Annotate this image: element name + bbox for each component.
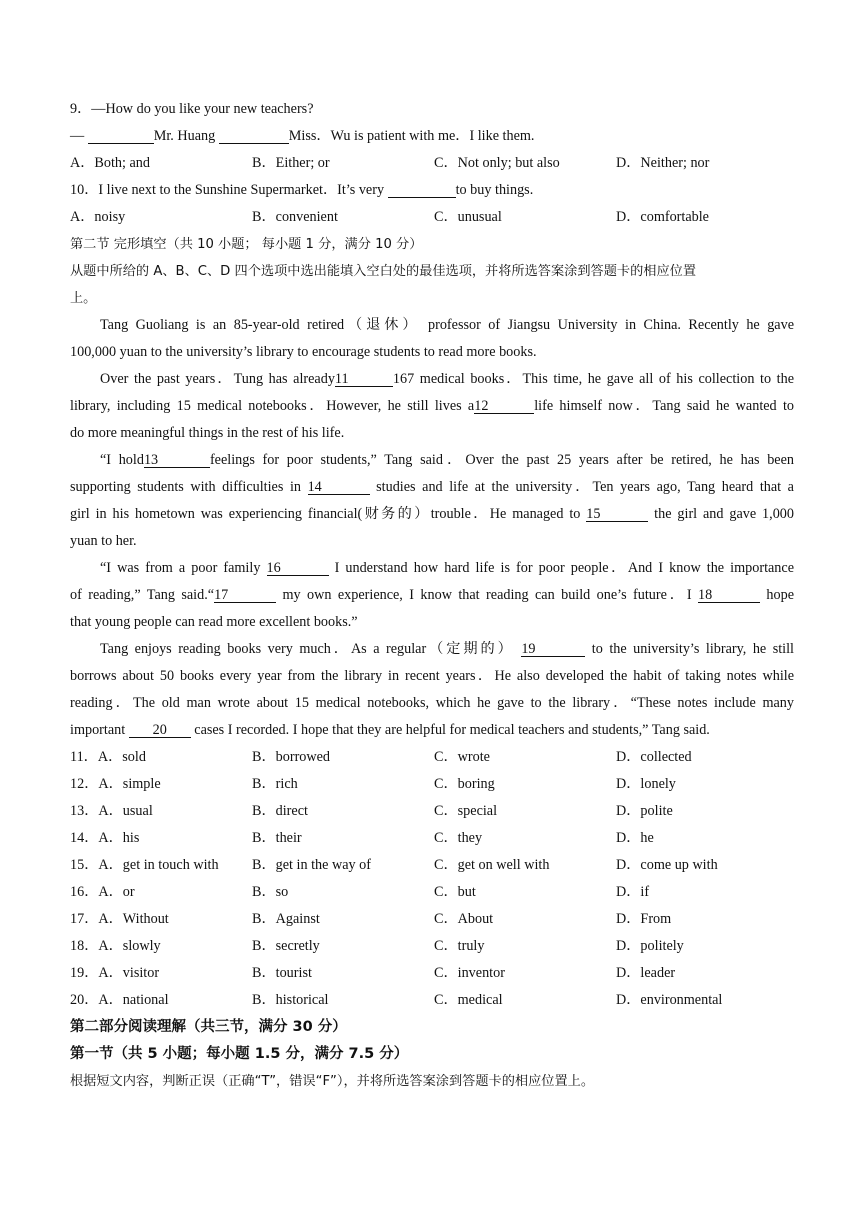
option-b: B．get in the way of [252, 857, 371, 873]
option-d: D．Neither; nor [616, 155, 710, 171]
choice-row [70, 798, 794, 825]
exam-page [70, 96, 794, 1095]
blank-18: 18 [698, 588, 760, 603]
option-d: D．leader [616, 965, 676, 981]
option-a: 11．A．sold [70, 749, 146, 765]
option-d: D．collected [616, 749, 692, 765]
section-instruction: 从题中所给的 A、B、C、D 四个选项中选出能填入空白处的最佳选项，并将所选答案涂到答题卡的相应位置 [70, 264, 697, 279]
option-c: C．truly [434, 938, 485, 954]
blank [388, 183, 456, 198]
option-c: C．About [434, 911, 494, 927]
choice-row [70, 906, 794, 933]
option-a: 13．A．usual [70, 803, 153, 819]
blank-11: 11 [335, 372, 393, 387]
option-a: 12．A．simple [70, 776, 161, 792]
passage-line: borrows about 50 books every year from the library in recent years．He also developed the habit of taking notes while [70, 668, 794, 684]
blank-13: 13 [144, 453, 210, 468]
choice-row [70, 960, 794, 987]
passage-line: library, including 15 medical notebooks．However, he still lives a12 life himself now．Tang said he wanted to [70, 398, 794, 414]
option-d: D．comfortable [616, 209, 709, 225]
passage-line: Over the past years．Tung has already11 167 medical books．This time, he gave all of his collection to the [100, 371, 794, 387]
blank [219, 129, 289, 144]
option-b: B．so [252, 884, 289, 900]
option-c: C．unusual [434, 209, 502, 225]
option-c: C．Not only; but also [434, 155, 560, 171]
blank-15: 15 [586, 507, 648, 522]
passage-line: Tang enjoys reading books very much．As a regular（定期的） 19 to the university’s library, he still [100, 641, 794, 657]
option-d: D．he [616, 830, 654, 846]
option-d: D．lonely [616, 776, 676, 792]
option-c: C．get on well with [434, 857, 550, 873]
choice-row [70, 852, 794, 879]
part-instruction: 根据短文内容，判断正误（正确“T”，错误“F”），并将所选答案涂到答题卡的相应位置上。 [70, 1074, 595, 1089]
passage-line: “I was from a poor family 16 I understand how hard life is for poor people．And I know the importance [100, 560, 794, 576]
section-heading: 第二节 完形填空（共 10 小题； 每小题 1 分，满分 10 分） [70, 237, 423, 252]
q10-options [70, 204, 794, 231]
option-a: 15．A．get in touch with [70, 857, 219, 873]
passage-line: girl in his hometown was experiencing financial(财务的）trouble．He managed to 15 the girl and gave 1,000 [70, 506, 794, 522]
passage-line: 100,000 yuan to the university’s library to encourage students to read more books. [70, 344, 537, 360]
option-a: 16．A．or [70, 884, 135, 900]
blank-17: 17 [214, 588, 276, 603]
blank-20: 20 [129, 723, 191, 738]
option-b: B．rich [252, 776, 298, 792]
passage-line: important 20 cases I recorded. I hope that they are helpful for medical teachers and students,” Tang said. [70, 722, 710, 738]
option-c: C．they [434, 830, 483, 846]
option-a: A．Both; and [70, 155, 150, 171]
option-b: B．Either; or [252, 155, 330, 171]
option-b: B．tourist [252, 965, 312, 981]
section-instruction-cont: 上。 [70, 291, 97, 306]
passage-line: do more meaningful things in the rest of his life. [70, 425, 345, 441]
option-a: 20．A．national [70, 992, 169, 1008]
option-a: A．noisy [70, 209, 126, 225]
passage-line: Tang Guoliang is an 85-year-old retired（退休） professor of Jiangsu University in China. Recently he gave [100, 317, 794, 333]
passage-line: “I hold13 feelings for poor students,” Tang said．Over the past 25 years after be retired, he has been [100, 452, 794, 468]
choice-row [70, 744, 794, 771]
option-b: B．borrowed [252, 749, 331, 765]
q9-options [70, 150, 794, 177]
blank-14: 14 [308, 480, 370, 495]
option-c: C．boring [434, 776, 495, 792]
passage-line: of reading,” Tang said.“17 my own experience, I know that reading can build one’s future．I 18 hope [70, 587, 794, 603]
option-b: B．their [252, 830, 302, 846]
option-b: B．direct [252, 803, 308, 819]
q9-stem: 9．—How do you like your new teachers? [70, 101, 314, 117]
option-a: 19．A．visitor [70, 965, 160, 981]
choice-row [70, 933, 794, 960]
option-c: C．wrote [434, 749, 490, 765]
blank-12: 12 [474, 399, 534, 414]
option-c: C．inventor [434, 965, 505, 981]
option-b: B．convenient [252, 209, 338, 225]
passage-line: yuan to her. [70, 533, 137, 549]
q10-stem: 10．I live next to the Sunshine Supermarket．It’s very to buy things. [70, 182, 534, 198]
option-b: B．secretly [252, 938, 320, 954]
choice-list [70, 744, 794, 1014]
option-c: C．but [434, 884, 476, 900]
choice-row [70, 825, 794, 852]
option-a: 14．A．his [70, 830, 140, 846]
option-d: D．environmental [616, 992, 723, 1008]
passage-line: supporting students with difficulties in 14 studies and life at the university．Ten years ago, Tang heard that a [70, 479, 794, 495]
option-b: B．historical [252, 992, 329, 1008]
blank-16: 16 [267, 561, 329, 576]
choice-row [70, 879, 794, 906]
blank-19: 19 [521, 642, 585, 657]
option-d: D．come up with [616, 857, 718, 873]
option-d: D．if [616, 884, 650, 900]
blank [88, 129, 154, 144]
option-b: B．Against [252, 911, 320, 927]
passage-line: reading．The old man wrote about 15 medical notebooks, which he gave to the library．“These notes include many [70, 695, 794, 711]
q9-reply: — Mr. Huang Miss．Wu is patient with me．I like them. [70, 128, 535, 144]
part-heading: 第二部分阅读理解（共三节，满分 30 分） [70, 1019, 347, 1035]
option-d: D．polite [616, 803, 673, 819]
option-c: C．medical [434, 992, 503, 1008]
option-d: D．politely [616, 938, 684, 954]
option-a: 17．A．Without [70, 911, 169, 927]
sub-heading: 第一节（共 5 小题；每小题 1.5 分，满分 7.5 分） [70, 1046, 409, 1062]
option-a: 18．A．slowly [70, 938, 161, 954]
choice-row [70, 771, 794, 798]
choice-row [70, 987, 794, 1014]
option-d: D．From [616, 911, 672, 927]
passage-line: that young people can read more excellent books.” [70, 614, 358, 630]
option-c: C．special [434, 803, 498, 819]
